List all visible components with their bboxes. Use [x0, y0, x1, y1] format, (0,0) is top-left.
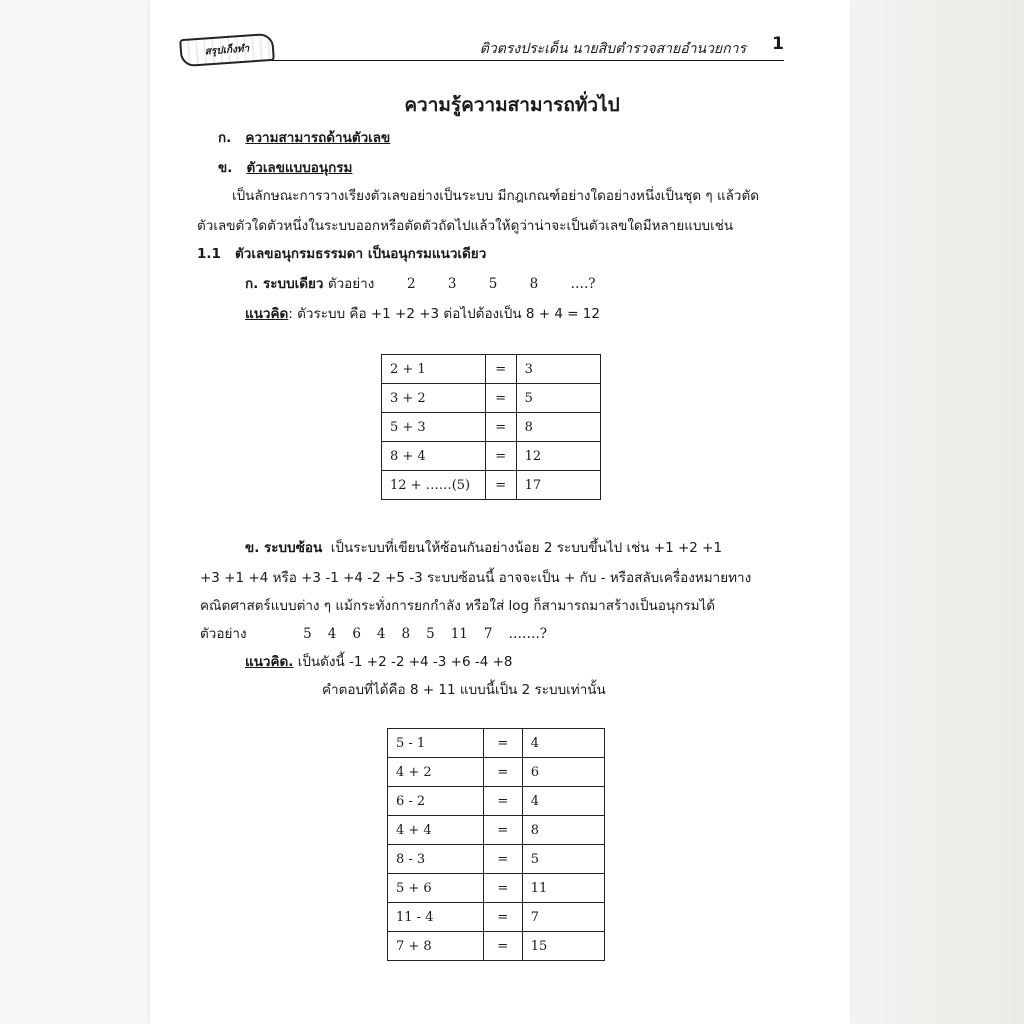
single-system-table [381, 354, 601, 500]
equals-cell: = [483, 729, 522, 758]
sequence-term: 11 [450, 626, 468, 642]
expression-cell: 7 + 8 [388, 932, 484, 961]
expression-cell: 8 + 4 [382, 442, 486, 471]
equals-cell: = [485, 442, 516, 471]
result-cell: 3 [516, 355, 600, 384]
sequence-term: 8 [529, 276, 539, 292]
overlap-sequence [303, 626, 563, 642]
overlap-answer: คำตอบที่ได้คือ 8 + 11 แบบนี้เป็น 2 ระบบเท่านั้น [322, 682, 606, 698]
sequence-term: 5 [488, 276, 498, 292]
table-row [388, 845, 605, 874]
header-title: ติวตรงประเด็น นายสิบตำรวจสายอำนวยการ [479, 41, 746, 57]
result-cell: 8 [522, 816, 604, 845]
result-cell: 17 [516, 471, 600, 500]
sequence-term: 6 [352, 626, 361, 642]
expression-cell: 3 + 2 [382, 384, 486, 413]
table-row [382, 384, 601, 413]
overlap-approach [245, 650, 513, 672]
result-cell: 11 [522, 874, 604, 903]
overlap-line-3: คณิตศาสตร์แบบต่าง ๆ แม้กระทั่งการยกกำลัง หรือใส่ log ก็สามารถมาสร้างเป็นอนุกรมได้ [200, 598, 716, 614]
equals-cell: = [483, 816, 522, 845]
equals-cell: = [485, 413, 516, 442]
sequence-term: 4 [376, 626, 386, 642]
expression-cell: 6 - 2 [388, 787, 484, 816]
result-cell: 4 [522, 787, 604, 816]
equals-cell: = [483, 932, 522, 961]
overlap-system-label: ข. ระบบซ้อน [245, 540, 323, 556]
result-cell: 4 [522, 729, 604, 758]
result-cell: 5 [516, 384, 600, 413]
single-system-label: ก. ระบบเดียว [245, 276, 324, 292]
expression-cell: 5 - 1 [388, 729, 484, 758]
table-row [388, 787, 605, 816]
overlap-line-1-text: เป็นระบบที่เขียนให้ซ้อนกันอย่างน้อย 2 ระบบขึ้นไป เช่น +1 +2 +1 [330, 540, 723, 556]
section-b-label: ข. [218, 160, 233, 176]
header-rule [272, 60, 784, 61]
expression-cell: 12 + ……(5) [382, 471, 486, 500]
section-b [218, 156, 352, 178]
expression-cell: 8 - 3 [388, 845, 484, 874]
sequence-term: 5 [303, 626, 312, 642]
table-row [388, 729, 605, 758]
table-row [382, 471, 601, 500]
section-a-label: ก. [218, 130, 232, 146]
result-cell: 7 [522, 903, 604, 932]
sequence-term: ….? [570, 276, 596, 292]
equals-cell: = [483, 903, 522, 932]
result-cell: 8 [516, 413, 600, 442]
result-cell: 12 [516, 442, 600, 471]
equals-cell: = [485, 355, 516, 384]
table-row [382, 413, 601, 442]
single-system-example [245, 272, 596, 294]
equals-cell: = [483, 845, 522, 874]
equals-cell: = [485, 471, 516, 500]
expression-cell: 2 + 1 [382, 355, 486, 384]
overlap-example-label: ตัวอย่าง [200, 626, 247, 642]
result-cell: 5 [522, 845, 604, 874]
book-logo: สรุปเก็งทำ [179, 33, 275, 67]
sequence-term: 5 [426, 626, 435, 642]
result-cell: 6 [522, 758, 604, 787]
overlap-example [200, 622, 563, 644]
equals-cell: = [483, 758, 522, 787]
subsection-title: ตัวเลขอนุกรมธรรมดา เป็นอนุกรมแนวเดียว [235, 246, 487, 262]
main-title: ความรู้ความสามารถทั่วไป [404, 94, 620, 116]
section-a-title: ความสามารถด้านตัวเลข [245, 130, 391, 146]
table-row [388, 874, 605, 903]
subsection-1-1 [197, 242, 486, 264]
overlap-approach-label: แนวคิด. [245, 654, 294, 670]
table-row [388, 903, 605, 932]
expression-cell: 4 + 4 [388, 816, 484, 845]
approach-label: แนวคิด [245, 306, 289, 322]
overlap-line-2: +3 +1 +4 หรือ +3 -1 +4 -2 +5 -3 ระบบซ้อนนี้ อาจจะเป็น + กับ - หรือสลับเครื่องหมายทาง [200, 570, 752, 586]
overlap-approach-text: เป็นดังนี้ -1 +2 -2 +4 -3 +6 -4 +8 [293, 654, 513, 670]
expression-cell: 4 + 2 [388, 758, 484, 787]
result-cell: 15 [522, 932, 604, 961]
equals-cell: = [483, 787, 522, 816]
section-b-title: ตัวเลขแบบอนุกรม [246, 160, 353, 176]
sequence-term: 3 [447, 276, 457, 292]
page-number: 1 [772, 34, 784, 54]
subsection-number: 1.1 [197, 246, 221, 262]
page-header [180, 34, 784, 64]
intro-line-2: ตัวเลขตัวใดตัวหนึ่งในระบบออกหรือตัดตัวถัดไปแล้วให้ดูว่าน่าจะเป็นตัวเลขใดมีหลายแบบเช่น [197, 218, 734, 234]
single-system-approach [245, 302, 600, 324]
page-edge-shadow [854, 0, 1024, 1024]
intro-line-1: เป็นลักษณะการวางเรียงตัวเลขอย่างเป็นระบบ มีกฎเกณฑ์อย่างใดอย่างหนึ่งเป็นชุด ๆ แล้วตัด [232, 188, 760, 204]
sequence-term: 2 [406, 276, 416, 292]
section-a [218, 126, 390, 148]
overlap-line-1 [245, 536, 722, 558]
table-row [388, 816, 605, 845]
sequence-term: 8 [401, 626, 411, 642]
table-row [382, 355, 601, 384]
sequence-term: 7 [483, 626, 493, 642]
expression-cell: 11 - 4 [388, 903, 484, 932]
table-row [382, 442, 601, 471]
sequence-term: 4 [327, 626, 337, 642]
equals-cell: = [485, 384, 516, 413]
expression-cell: 5 + 3 [382, 413, 486, 442]
expression-cell: 5 + 6 [388, 874, 484, 903]
overlap-system-table [387, 728, 605, 961]
table-row [388, 758, 605, 787]
table-row [388, 932, 605, 961]
sequence-term: …….? [508, 626, 548, 642]
single-system-example-label: ตัวอย่าง [327, 276, 375, 292]
approach-text: : ตัวระบบ คือ +1 +2 +3 ต่อไปต้องเป็น 8 + 4 = 12 [288, 306, 600, 322]
equals-cell: = [483, 874, 522, 903]
